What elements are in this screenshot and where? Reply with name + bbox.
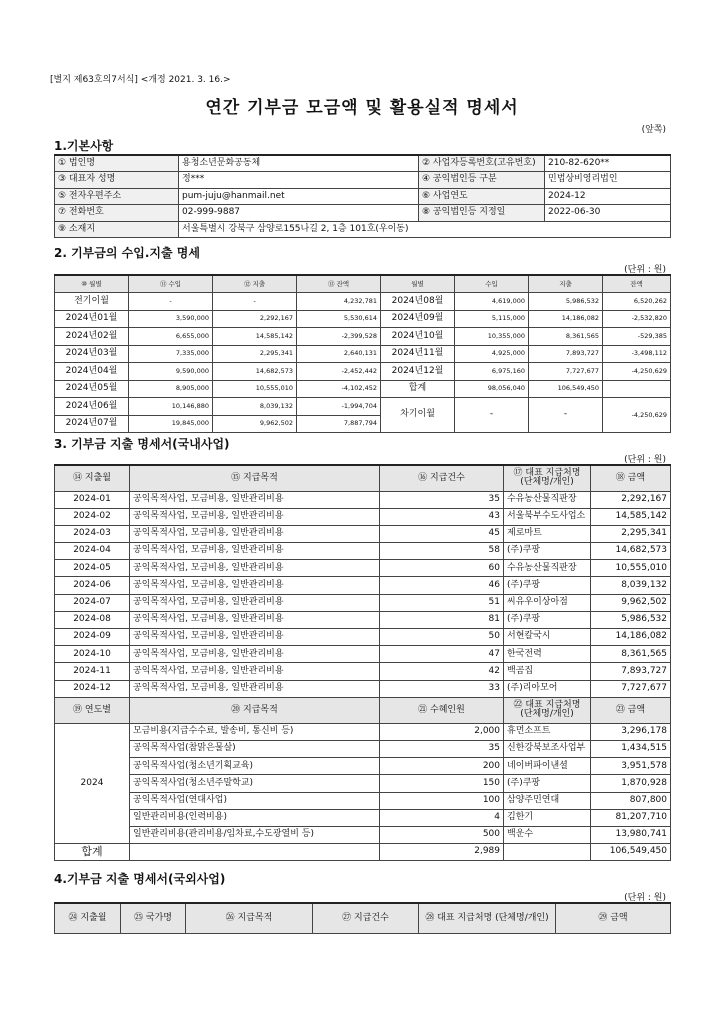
month-row <box>55 363 671 381</box>
column-header: 잔액 <box>603 275 671 293</box>
count-cell: 51 <box>380 594 504 611</box>
column-header: 수입 <box>455 275 529 293</box>
purpose-cell: 일반관리비용(인력비용) <box>130 809 380 826</box>
balance-cell: 5,530,614 <box>297 310 381 328</box>
field-label: ④ 공익법인등 구분 <box>419 172 545 189</box>
expense-cell: - <box>213 293 297 311</box>
expense-cell: 7,893,727 <box>529 345 603 363</box>
amount-cell: 3,951,578 <box>591 758 671 775</box>
basic-info-row <box>55 155 671 172</box>
income-expense-table <box>54 274 671 433</box>
month-cell: 2024-05 <box>55 560 130 577</box>
month-cell: 2024년10월 <box>381 328 455 346</box>
month-cell: 2024년06월 <box>55 398 129 416</box>
expense-cell: 9,962,502 <box>213 415 297 433</box>
annual-row <box>55 826 671 843</box>
total-blank <box>504 844 591 861</box>
column-header: ⑲ 연도별 <box>55 697 130 723</box>
amount-cell: 1,870,928 <box>591 775 671 792</box>
payee-cell: (주)쿠팡 <box>504 775 591 792</box>
amount-cell: 5,986,532 <box>591 611 671 628</box>
payee-cell: 제로마트 <box>504 525 591 542</box>
column-header: ⑬ 잔액 <box>297 275 381 293</box>
month-cell: 2024년02월 <box>55 328 129 346</box>
payee-cell: (주)쿠팡 <box>504 611 591 628</box>
total-count: 2,989 <box>380 844 504 861</box>
column-header: ㉑ 수혜인원 <box>380 697 504 723</box>
column-header: ⑱ 금액 <box>591 465 671 491</box>
column-header: ㉒ 대표 지급처명 (단체명/개인) <box>504 697 591 723</box>
field-value: 민법상비영리법인 <box>545 172 671 189</box>
amount-cell: 807,800 <box>591 792 671 809</box>
count-cell: 42 <box>380 663 504 680</box>
column-header: ⑳ 지급목적 <box>130 697 380 723</box>
balance-cell: 7,887,794 <box>297 415 381 433</box>
document-title: 연간 기부금 모금액 및 활용실적 명세서 <box>205 98 519 118</box>
header-row <box>55 275 671 293</box>
section4-unit: (단위 : 원) <box>624 893 666 903</box>
amount-cell: 3,296,178 <box>591 723 671 740</box>
annual-row <box>55 775 671 792</box>
total-blank <box>130 844 380 861</box>
annual-row <box>55 792 671 809</box>
field-label: ⑥ 사업연도 <box>419 188 545 205</box>
balance-cell: 4,232,781 <box>297 293 381 311</box>
field-value: 2024-12 <box>545 188 671 205</box>
count-cell: 60 <box>380 560 504 577</box>
column-header: ⑩ 월별 <box>55 275 129 293</box>
field-value: pum-juju@hanmail.net <box>179 188 419 205</box>
section1-title: 1.기본사항 <box>54 139 114 153</box>
amount-cell: 1,434,515 <box>591 740 671 757</box>
payee-cell: 김한기 <box>504 809 591 826</box>
address-row <box>55 221 671 238</box>
month-cell: 2024년12월 <box>381 363 455 381</box>
month-cell: 2024-08 <box>55 611 130 628</box>
month-cell: 2024-11 <box>55 663 130 680</box>
count-cell: 58 <box>380 543 504 560</box>
purpose-cell: 공익목적사업(연대사업) <box>130 792 380 809</box>
carryover-label: 차기이월 <box>381 398 455 433</box>
expense-cell: 8,039,132 <box>213 398 297 416</box>
payee-cell: (주)쿠팡 <box>504 543 591 560</box>
column-header: ⑪ 수입 <box>129 275 213 293</box>
payee-cell: 서울북부수도사업소 <box>504 508 591 525</box>
month-cell: 2024-12 <box>55 680 130 697</box>
field-label: ⑧ 공익법인등 지정일 <box>419 205 545 222</box>
balance-cell: -529,385 <box>603 328 671 346</box>
payee-cell: 백운수 <box>504 826 591 843</box>
payee-cell: 수유농산물직판장 <box>504 560 591 577</box>
column-header: ⑰ 대표 지급처명 (단체명/개인) <box>504 465 591 491</box>
balance-cell: -2,452,442 <box>297 363 381 381</box>
purpose-cell: 공익목적사업, 모금비용, 일반관리비용 <box>130 491 380 508</box>
month-cell: 2024년01월 <box>55 310 129 328</box>
beneficiary-cell: 2,000 <box>380 723 504 740</box>
year-cell: 2024 <box>55 723 130 843</box>
amount-cell: 8,039,132 <box>591 577 671 594</box>
annual-row <box>55 740 671 757</box>
expense-row <box>55 525 671 542</box>
domestic-expense-table <box>54 464 671 861</box>
month-row <box>55 398 671 416</box>
field-label: ⑤ 전자우편주소 <box>55 188 179 205</box>
expense-row <box>55 611 671 628</box>
column-header: ㉖ 지급목적 <box>186 903 313 933</box>
beneficiary-cell: 4 <box>380 809 504 826</box>
field-label: ⑦ 전화번호 <box>55 205 179 222</box>
expense-cell: 10,555,010 <box>213 380 297 398</box>
count-cell: 33 <box>380 680 504 697</box>
income-cell: 4,619,000 <box>455 293 529 311</box>
purpose-cell: 공익목적사업, 모금비용, 일반관리비용 <box>130 577 380 594</box>
count-cell: 46 <box>380 577 504 594</box>
balance-cell: -2,532,820 <box>603 310 671 328</box>
address-value: 서울특별시 강북구 삼양로155나길 2, 1층 101호(우이동) <box>179 221 671 238</box>
amount-cell: 81,207,710 <box>591 809 671 826</box>
expense-row <box>55 646 671 663</box>
balance-cell: -3,498,112 <box>603 345 671 363</box>
income-cell: - <box>129 293 213 311</box>
beneficiary-cell: 150 <box>380 775 504 792</box>
amount-cell: 14,186,082 <box>591 629 671 646</box>
field-value: 용청소년문화공동체 <box>179 155 419 172</box>
annual-row <box>55 809 671 826</box>
income-cell: 10,146,880 <box>129 398 213 416</box>
month-cell: 2024년03월 <box>55 345 129 363</box>
amount-cell: 7,893,727 <box>591 663 671 680</box>
column-header: ㉙ 금액 <box>556 903 671 933</box>
section3-unit: (단위 : 원) <box>624 455 666 465</box>
month-row <box>55 345 671 363</box>
column-header: 지출 <box>529 275 603 293</box>
month-cell: 합계 <box>381 380 455 398</box>
expense-row <box>55 560 671 577</box>
column-header: ㉘ 대표 지급처명 (단체명/개인) <box>419 903 556 933</box>
income-cell: 5,115,000 <box>455 310 529 328</box>
amount-cell: 8,361,565 <box>591 646 671 663</box>
basic-info-row <box>55 205 671 222</box>
expense-cell: 14,585,142 <box>213 328 297 346</box>
month-row <box>55 310 671 328</box>
purpose-cell: 공익목적사업, 모금비용, 일반관리비용 <box>130 508 380 525</box>
purpose-cell: 공익목적사업, 모금비용, 일반관리비용 <box>130 525 380 542</box>
balance-cell <box>603 380 671 398</box>
field-value: 210-82-620** <box>545 155 671 172</box>
payee-cell: 서현칼국시 <box>504 629 591 646</box>
expense-row <box>55 680 671 697</box>
payee-cell: (주)쿠팡 <box>504 577 591 594</box>
beneficiary-cell: 200 <box>380 758 504 775</box>
beneficiary-cell: 35 <box>380 740 504 757</box>
count-cell: 45 <box>380 525 504 542</box>
expense-row <box>55 543 671 560</box>
month-cell: 2024-01 <box>55 491 130 508</box>
column-header: ㉕ 국가명 <box>121 903 186 933</box>
expense-row <box>55 491 671 508</box>
expense-cell: 14,682,573 <box>213 363 297 381</box>
field-label: ① 법인명 <box>55 155 179 172</box>
expense-cell: 2,292,167 <box>213 310 297 328</box>
month-cell: 2024년04월 <box>55 363 129 381</box>
purpose-cell: 공익목적사업, 모금비용, 일반관리비용 <box>130 560 380 577</box>
month-cell: 전기이월 <box>55 293 129 311</box>
amount-cell: 2,295,341 <box>591 525 671 542</box>
column-header: 월별 <box>381 275 455 293</box>
carryover-income: - <box>455 398 529 433</box>
carryover-expense: - <box>529 398 603 433</box>
total-row <box>55 844 671 861</box>
purpose-cell: 공익목적사업, 모금비용, 일반관리비용 <box>130 680 380 697</box>
payee-cell: 수유농산물직판장 <box>504 491 591 508</box>
balance-cell: -4,102,452 <box>297 380 381 398</box>
column-header: ⑫ 지출 <box>213 275 297 293</box>
section4-title: 4.기부금 지출 명세서(국외사업) <box>54 872 226 886</box>
month-cell: 2024-10 <box>55 646 130 663</box>
annual-row <box>55 758 671 775</box>
beneficiary-cell: 100 <box>380 792 504 809</box>
purpose-cell: 공익목적사업, 모금비용, 일반관리비용 <box>130 646 380 663</box>
field-value: 정*** <box>179 172 419 189</box>
field-label: ③ 대표자 성명 <box>55 172 179 189</box>
month-cell: 2024-03 <box>55 525 130 542</box>
purpose-cell: 공익목적사업, 모금비용, 일반관리비용 <box>130 663 380 680</box>
basic-info-row <box>55 172 671 189</box>
income-cell: 7,335,000 <box>129 345 213 363</box>
payee-cell: 한국전력 <box>504 646 591 663</box>
month-cell: 2024년09월 <box>381 310 455 328</box>
expense-cell: 106,549,450 <box>529 380 603 398</box>
overseas-expense-table <box>54 902 671 934</box>
balance-cell: 2,640,131 <box>297 345 381 363</box>
purpose-cell: 공익목적사업(청소년기획교육) <box>130 758 380 775</box>
payee-cell: (주)리아모어 <box>504 680 591 697</box>
purpose-cell: 모금비용(지급수수료, 발송비, 통신비 등) <box>130 723 380 740</box>
balance-cell: -4,250,629 <box>603 363 671 381</box>
count-cell: 81 <box>380 611 504 628</box>
purpose-cell: 공익목적사업, 모금비용, 일반관리비용 <box>130 594 380 611</box>
amount-cell: 14,682,573 <box>591 543 671 560</box>
income-cell: 6,655,000 <box>129 328 213 346</box>
section2-unit: (단위 : 원) <box>624 265 666 275</box>
month-cell: 2024-04 <box>55 543 130 560</box>
amount-cell: 9,962,502 <box>591 594 671 611</box>
purpose-cell: 공익목적사업, 모금비용, 일반관리비용 <box>130 543 380 560</box>
amount-cell: 2,292,167 <box>591 491 671 508</box>
column-header: ㉗ 지급건수 <box>313 903 419 933</box>
payee-cell: 백곰집 <box>504 663 591 680</box>
amount-cell: 7,727,677 <box>591 680 671 697</box>
expense-row <box>55 663 671 680</box>
expense-cell: 8,361,565 <box>529 328 603 346</box>
annual-row <box>55 723 671 740</box>
month-cell: 2024년05월 <box>55 380 129 398</box>
expense-cell: 14,186,082 <box>529 310 603 328</box>
header-row <box>55 465 671 491</box>
expense-row <box>55 629 671 646</box>
form-note: [별지 제63호의7서식] <개정 2021. 3. 16.> <box>50 75 231 85</box>
amount-cell: 14,585,142 <box>591 508 671 525</box>
balance-cell: -1,994,704 <box>297 398 381 416</box>
income-cell: 8,905,000 <box>129 380 213 398</box>
section3-title: 3. 기부금 지출 명세서(국내사업) <box>54 437 230 451</box>
amount-cell: 13,980,741 <box>591 826 671 843</box>
column-header: ⑯ 지급건수 <box>380 465 504 491</box>
header-row <box>55 903 671 933</box>
basic-info-row <box>55 188 671 205</box>
field-value: 02-999-9887 <box>179 205 419 222</box>
income-cell: 9,590,000 <box>129 363 213 381</box>
header-row <box>55 697 671 723</box>
expense-cell: 2,295,341 <box>213 345 297 363</box>
count-cell: 43 <box>380 508 504 525</box>
column-header: ⑮ 지급목적 <box>130 465 380 491</box>
purpose-cell: 공익목적사업, 모금비용, 일반관리비용 <box>130 611 380 628</box>
count-cell: 50 <box>380 629 504 646</box>
beneficiary-cell: 500 <box>380 826 504 843</box>
purpose-cell: 공익목적사업, 모금비용, 일반관리비용 <box>130 629 380 646</box>
income-cell: 6,975,160 <box>455 363 529 381</box>
expense-row <box>55 577 671 594</box>
income-cell: 10,355,000 <box>455 328 529 346</box>
expense-cell: 5,986,532 <box>529 293 603 311</box>
income-cell: 3,590,000 <box>129 310 213 328</box>
amount-cell: 10,555,010 <box>591 560 671 577</box>
balance-cell: 6,520,262 <box>603 293 671 311</box>
month-row <box>55 293 671 311</box>
month-row <box>55 328 671 346</box>
payee-cell: 씨유우이상아점 <box>504 594 591 611</box>
month-cell: 2024년08월 <box>381 293 455 311</box>
income-cell: 19,845,000 <box>129 415 213 433</box>
expense-row <box>55 508 671 525</box>
payee-cell: 신한강북보조사업부 <box>504 740 591 757</box>
count-cell: 35 <box>380 491 504 508</box>
purpose-cell: 일반관리비용(관리비용/임차료,수도광열비 등) <box>130 826 380 843</box>
payee-cell: 휴먼소프트 <box>504 723 591 740</box>
field-label: ② 사업자등록번호(고유번호) <box>419 155 545 172</box>
month-cell: 2024-07 <box>55 594 130 611</box>
income-cell: 98,056,040 <box>455 380 529 398</box>
payee-cell: 네이버파이낸셜 <box>504 758 591 775</box>
expense-row <box>55 594 671 611</box>
carryover-balance: -4,250,629 <box>603 398 671 433</box>
income-cell: 4,925,000 <box>455 345 529 363</box>
purpose-cell: 공익목적사업(청소년주말학교) <box>130 775 380 792</box>
section2-title: 2. 기부금의 수입.지출 명세 <box>54 246 200 260</box>
balance-cell: -2,399,528 <box>297 328 381 346</box>
month-cell: 2024-02 <box>55 508 130 525</box>
address-label: ⑨ 소재지 <box>55 221 179 238</box>
month-cell: 2024년07월 <box>55 415 129 433</box>
basic-info-table <box>54 154 671 238</box>
month-cell: 2024-06 <box>55 577 130 594</box>
month-cell: 2024-09 <box>55 629 130 646</box>
expense-cell: 7,727,677 <box>529 363 603 381</box>
total-label: 합계 <box>55 844 130 861</box>
column-header: ㉔ 지출월 <box>55 903 121 933</box>
purpose-cell: 공익목적사업(참맑은물살) <box>130 740 380 757</box>
column-header: ㉓ 금액 <box>591 697 671 723</box>
count-cell: 47 <box>380 646 504 663</box>
month-cell: 2024년11월 <box>381 345 455 363</box>
month-row <box>55 380 671 398</box>
side-note: (앞쪽) <box>641 125 666 135</box>
column-header: ⑭ 지출월 <box>55 465 130 491</box>
payee-cell: 삼양주민연대 <box>504 792 591 809</box>
total-amount: 106,549,450 <box>591 844 671 861</box>
field-value: 2022-06-30 <box>545 205 671 222</box>
